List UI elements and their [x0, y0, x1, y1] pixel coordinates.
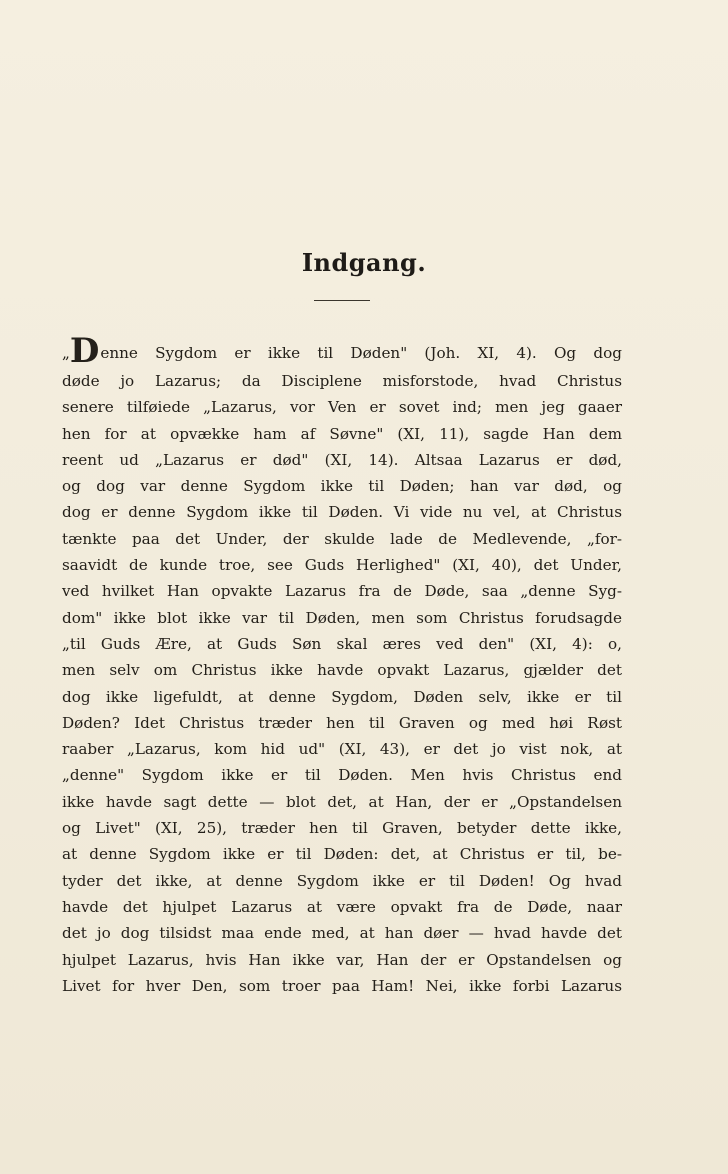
heading-rule: [314, 300, 370, 301]
text-line: hen for at opvække ham af Søvne" (XI, 11), sagde Han dem: [62, 424, 622, 443]
text-line: dog ikke ligefuldt, at denne Sygdom, Døden selv, ikke er til: [62, 687, 622, 706]
text-line: saavidt de kunde troe, see Guds Herlighed" (XI, 40), det Under,: [62, 556, 622, 575]
text-line: Døden? Idet Christus træder hen til Graven og med høi Røst: [62, 713, 622, 732]
text-line: „denne" Sygdom ikke er til Døden. Men hvis Christus end: [62, 766, 622, 785]
text-line: hjulpet Lazarus, hvis Han ikke var, Han der er Opstandelsen og: [62, 950, 622, 969]
text-line: døde jo Lazarus; da Disciplene misforstode, hvad Christus: [62, 372, 622, 390]
text-line: senere tilføiede „Lazarus, vor Ven er sovet ind; men jeg gaaer: [62, 398, 622, 417]
text-line: men selv om Christus ikke havde opvakt Lazarus, gjælder det: [62, 661, 622, 680]
text-line: tænkte paa det Under, der skulde lade de Medlevende, „for-: [62, 529, 622, 548]
text-line: og dog var denne Sygdom ikke til Døden; han var død, og: [62, 477, 622, 496]
text-line: dog er denne Sygdom ikke til Døden. Vi vide nu vel, at Christus: [62, 503, 622, 522]
opening-quote: „: [62, 344, 70, 362]
text-line: „til Guds Ære, at Guds Søn skal æres ved den" (XI, 4): o,: [62, 634, 622, 653]
first-line-rest: enne Sygdom er ikke til Døden" (Joh. XI, 4). Og dog: [100, 344, 622, 362]
text-line: ikke havde sagt dette — blot det, at Han, der er „Opstandelsen: [62, 792, 622, 811]
text-line: Livet for hver Den, som troer paa Ham! Nei, ikke forbi Lazarus: [62, 976, 622, 995]
text-line: og Livet" (XI, 25), træder hen til Graven, betyder dette ikke,: [62, 819, 622, 838]
text-line: det jo dog tilsidst maa ende med, at han døer — hvad havde det: [62, 924, 622, 943]
text-line: tyder det ikke, at denne Sygdom ikke er til Døden! Og hvad: [62, 871, 622, 890]
text-line: at denne Sygdom ikke er til Døden: det, at Christus er til, be-: [62, 845, 622, 864]
drop-cap: D: [69, 331, 100, 371]
text-line-first: [62, 331, 622, 371]
text-line: ved hvilket Han opvakte Lazarus fra de Døde, saa „denne Syg-: [62, 582, 622, 601]
text-line: raaber „Lazarus, kom hid ud" (XI, 43), er det jo vist nok, at: [62, 740, 622, 759]
text-line: reent ud „Lazarus er død" (XI, 14). Altsaa Lazarus er død,: [62, 450, 622, 469]
text-line: dom" ikke blot ikke var til Døden, men som Christus forudsagde: [62, 608, 622, 627]
body-text: [62, 331, 622, 999]
text-line: havde det hjulpet Lazarus at være opvakt fra de Døde, naar: [62, 897, 622, 916]
chapter-heading: Indgang.: [301, 248, 427, 277]
